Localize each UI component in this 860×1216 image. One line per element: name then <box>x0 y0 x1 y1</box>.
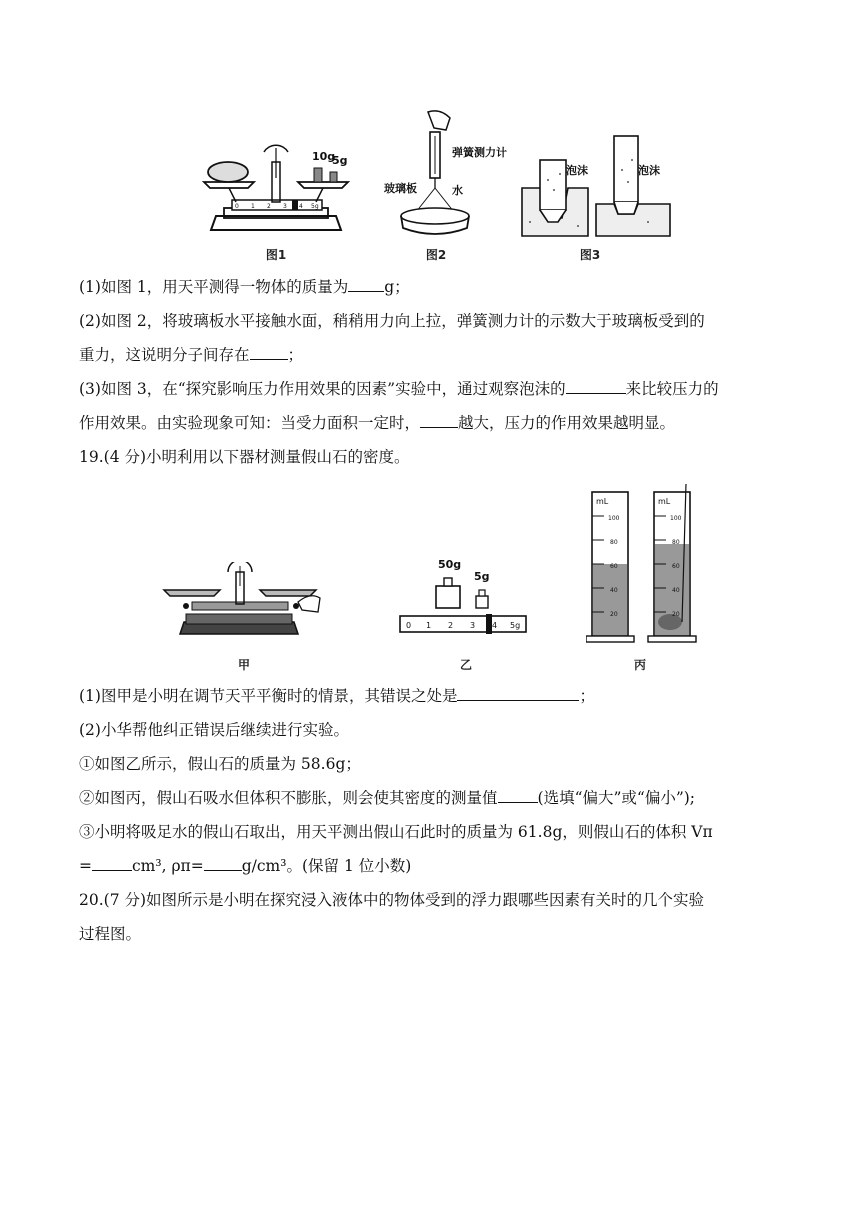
fig-jia-caption: 甲 <box>237 658 250 672</box>
fig2-spring-scale-label: 弹簧测力计 <box>452 146 507 159</box>
fig3-foam-label-2: 泡沫 <box>638 164 660 177</box>
svg-text:20: 20 <box>672 611 680 618</box>
q19-blank-volume[interactable] <box>92 856 132 871</box>
fig3-foam-label-1: 泡沫 <box>566 164 588 177</box>
fig1-weight-5g-label: 5g <box>332 154 348 167</box>
svg-text:80: 80 <box>610 539 618 546</box>
fig1-weight-10g-label: 10g <box>312 150 336 163</box>
fig-bing-caption: 丙 <box>633 658 646 672</box>
q18-line-4: (3)如图 3，在“探究影响压力作用效果的因素”实验中，通过观察泡沫的 来比较压力的 <box>79 380 719 398</box>
fig2-spring-scale-illustration <box>380 108 520 243</box>
q18-blank-force[interactable] <box>250 345 288 360</box>
svg-text:5g: 5g <box>510 621 521 630</box>
q19-line-6: = cm³, ρπ= g/cm³。(保留 1 位小数) <box>79 857 412 875</box>
q20-line-2: 过程图。 <box>79 925 142 943</box>
fig2-water-label: 水 <box>452 184 463 197</box>
fig2-glass-plate-label: 玻璃板 <box>384 182 417 195</box>
q18-line-5: 作用效果。由实验现象可知：当受力面积一定时， 越大，压力的作用效果越明显。 <box>79 414 676 432</box>
svg-text:100: 100 <box>608 515 620 522</box>
svg-text:1: 1 <box>251 203 255 210</box>
q18-blank-pressure[interactable] <box>420 413 458 428</box>
svg-text:20: 20 <box>610 611 618 618</box>
fig3-caption: 图3 <box>579 248 601 262</box>
q19-blank-density[interactable] <box>204 856 242 871</box>
svg-text:3: 3 <box>470 621 476 630</box>
q19-line-2: (2)小华帮他纠正错误后继续进行实验。 <box>79 721 349 739</box>
q18-line-3: 重力，这说明分子间存在 ； <box>79 346 304 364</box>
fig-yi-caption: 乙 <box>459 658 472 672</box>
fig1-caption: 图1 <box>265 248 287 262</box>
fig2-caption: 图2 <box>425 248 447 262</box>
svg-text:0: 0 <box>235 203 239 210</box>
q19-line-4: ②如图丙，假山石吸水但体积不膨胀，则会使其密度的测量值 (选填“偏大”或“偏小”); <box>79 789 696 807</box>
q19-blank-error[interactable] <box>457 686 579 701</box>
top-figures <box>0 108 860 268</box>
svg-text:4: 4 <box>299 203 303 210</box>
svg-text:2: 2 <box>448 621 454 630</box>
svg-text:4: 4 <box>492 621 498 630</box>
fig-bing-cylinders-illustration <box>586 484 706 644</box>
fig-jia-balance-illustration <box>160 562 322 654</box>
q18-blank-observe[interactable] <box>566 379 626 394</box>
fig-yi-weights-illustration <box>396 556 530 636</box>
q18-line-1: (1)如图 1，用天平测得一物体的质量为 g； <box>79 278 410 296</box>
fig-yi-5g-label: 5g <box>474 570 490 583</box>
svg-text:3: 3 <box>283 203 287 210</box>
svg-text:40: 40 <box>610 587 618 594</box>
fig-yi-50g-label: 50g <box>438 558 462 571</box>
svg-text:60: 60 <box>610 563 618 570</box>
q18-line-2: (2)如图 2，将玻璃板水平接触水面，稍稍用力向上拉，弹簧测力计的示数大于玻璃板受到的 <box>79 312 705 330</box>
q19-blank-bias[interactable] <box>498 788 538 803</box>
q19-line-1: (1)图甲是小明在调节天平平衡时的情景，其错误之处是 ； <box>79 687 595 705</box>
svg-text:0: 0 <box>406 621 412 630</box>
svg-text:60: 60 <box>672 563 680 570</box>
q19-title: 19.(4 分)小明利用以下器材测量假山石的密度。 <box>79 448 410 466</box>
svg-text:1: 1 <box>426 621 432 630</box>
q20-line-1: 20.(7 分)如图所示是小明在探究浸入液体中的物体受到的浮力跟哪些因素有关时的几个实验 <box>79 891 705 909</box>
fig3-foam-illustration <box>518 130 678 242</box>
svg-text:100: 100 <box>670 515 682 522</box>
q19-line-5: ③小明将吸足水的假山石取出，用天平测出假山石此时的质量为 61.8g，则假山石的体积 Vπ <box>79 823 713 841</box>
svg-text:mL: mL <box>596 497 609 506</box>
q18-blank-mass[interactable] <box>348 277 384 292</box>
svg-text:5g: 5g <box>311 203 319 210</box>
svg-text:2: 2 <box>267 203 271 210</box>
svg-text:40: 40 <box>672 587 680 594</box>
fig1-balance-illustration <box>196 138 356 248</box>
svg-text:80: 80 <box>672 539 680 546</box>
svg-text:mL: mL <box>658 497 671 506</box>
q19-line-3: ①如图乙所示，假山石的质量为 58.6g； <box>79 755 361 773</box>
